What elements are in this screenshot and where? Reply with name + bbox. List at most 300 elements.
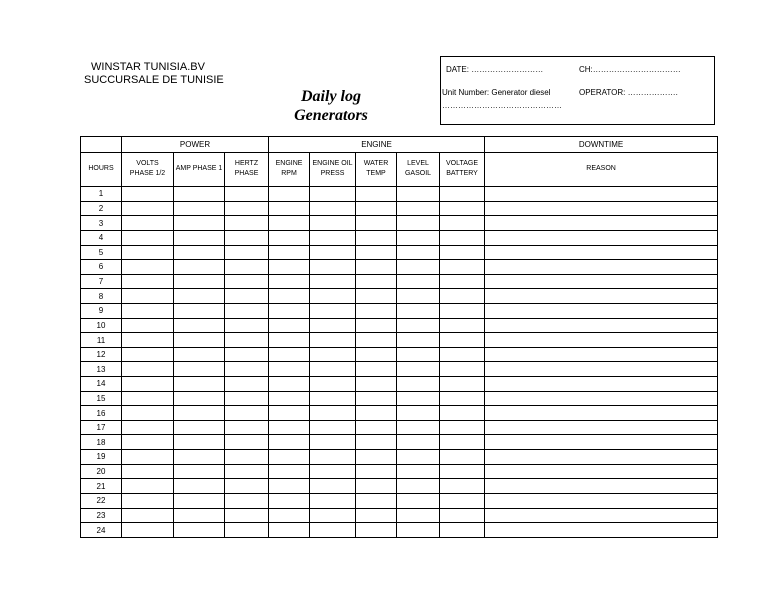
- voltage-battery-cell[interactable]: [440, 464, 485, 479]
- water-temp-cell[interactable]: [356, 260, 397, 275]
- level-gasoil-cell[interactable]: [397, 420, 440, 435]
- ch-field: CH:……………………………: [579, 65, 681, 74]
- hertz-cell[interactable]: [225, 304, 269, 319]
- oil-press-cell[interactable]: [310, 304, 356, 319]
- water-temp-cell[interactable]: [356, 187, 397, 202]
- water-temp-cell[interactable]: [356, 391, 397, 406]
- col-voltage: [440, 152, 485, 186]
- level-gasoil-cell[interactable]: [397, 450, 440, 465]
- table-row: [81, 245, 718, 260]
- amp-cell[interactable]: [174, 435, 225, 450]
- level-gasoil-cell[interactable]: [397, 391, 440, 406]
- amp-cell[interactable]: [174, 347, 225, 362]
- water-temp-cell[interactable]: [356, 318, 397, 333]
- rpm-cell[interactable]: [269, 289, 310, 304]
- table-row: [81, 289, 718, 304]
- rpm-cell[interactable]: [269, 523, 310, 538]
- hour-cell: 18: [81, 435, 122, 450]
- hertz-cell[interactable]: [225, 187, 269, 202]
- voltage-battery-cell[interactable]: [440, 377, 485, 392]
- water-temp-cell[interactable]: [356, 274, 397, 289]
- volts-cell[interactable]: [122, 260, 174, 275]
- volts-cell[interactable]: [122, 201, 174, 216]
- hertz-cell[interactable]: [225, 493, 269, 508]
- col-voltage-line1: VOLTAGE: [446, 160, 479, 168]
- level-gasoil-cell[interactable]: [397, 230, 440, 245]
- hertz-cell[interactable]: [225, 523, 269, 538]
- voltage-battery-cell[interactable]: [440, 187, 485, 202]
- water-temp-cell[interactable]: [356, 377, 397, 392]
- level-gasoil-cell[interactable]: [397, 187, 440, 202]
- rpm-cell[interactable]: [269, 508, 310, 523]
- info-box: [440, 56, 715, 125]
- col-oil-line1: ENGINE OIL: [312, 160, 353, 168]
- reason-cell[interactable]: [485, 420, 718, 435]
- oil-press-cell[interactable]: [310, 362, 356, 377]
- rpm-cell[interactable]: [269, 304, 310, 319]
- hour-cell: 14: [81, 377, 122, 392]
- voltage-battery-cell[interactable]: [440, 216, 485, 231]
- hertz-cell[interactable]: [225, 450, 269, 465]
- oil-press-cell[interactable]: [310, 216, 356, 231]
- level-gasoil-cell[interactable]: [397, 333, 440, 348]
- volts-cell[interactable]: [122, 479, 174, 494]
- water-temp-cell[interactable]: [356, 464, 397, 479]
- water-temp-cell[interactable]: [356, 435, 397, 450]
- oil-press-cell[interactable]: [310, 523, 356, 538]
- oil-press-cell[interactable]: [310, 450, 356, 465]
- reason-cell[interactable]: [485, 245, 718, 260]
- table-row: [81, 304, 718, 319]
- reason-cell[interactable]: [485, 406, 718, 421]
- oil-press-cell[interactable]: [310, 435, 356, 450]
- unit-number-dots: ………………………………………: [442, 101, 562, 110]
- rpm-cell[interactable]: [269, 377, 310, 392]
- voltage-battery-cell[interactable]: [440, 406, 485, 421]
- level-gasoil-cell[interactable]: [397, 304, 440, 319]
- volts-cell[interactable]: [122, 289, 174, 304]
- voltage-battery-cell[interactable]: [440, 230, 485, 245]
- oil-press-cell[interactable]: [310, 187, 356, 202]
- water-temp-cell[interactable]: [356, 406, 397, 421]
- volts-cell[interactable]: [122, 523, 174, 538]
- amp-cell[interactable]: [174, 479, 225, 494]
- volts-cell[interactable]: [122, 508, 174, 523]
- col-water: [356, 152, 397, 186]
- col-hours: HOURS: [81, 152, 122, 186]
- amp-cell[interactable]: [174, 274, 225, 289]
- log-table: [80, 136, 718, 538]
- amp-cell[interactable]: [174, 523, 225, 538]
- volts-cell[interactable]: [122, 318, 174, 333]
- table-row: [81, 479, 718, 494]
- hour-cell: 9: [81, 304, 122, 319]
- table-row: [81, 230, 718, 245]
- volts-cell[interactable]: [122, 347, 174, 362]
- rpm-cell[interactable]: [269, 464, 310, 479]
- hour-cell: 4: [81, 230, 122, 245]
- reason-cell[interactable]: [485, 289, 718, 304]
- oil-press-cell[interactable]: [310, 260, 356, 275]
- rpm-cell[interactable]: [269, 479, 310, 494]
- table-row: [81, 201, 718, 216]
- reason-cell[interactable]: [485, 493, 718, 508]
- volts-cell[interactable]: [122, 362, 174, 377]
- table-row: [81, 435, 718, 450]
- reason-cell[interactable]: [485, 347, 718, 362]
- water-temp-cell[interactable]: [356, 420, 397, 435]
- hour-cell: 3: [81, 216, 122, 231]
- reason-cell[interactable]: [485, 201, 718, 216]
- volts-cell[interactable]: [122, 187, 174, 202]
- rpm-cell[interactable]: [269, 187, 310, 202]
- reason-cell[interactable]: [485, 450, 718, 465]
- hour-cell: 2: [81, 201, 122, 216]
- reason-cell[interactable]: [485, 508, 718, 523]
- col-oil: [310, 152, 356, 186]
- level-gasoil-cell[interactable]: [397, 362, 440, 377]
- col-amp: AMP PHASE 1: [174, 152, 225, 186]
- voltage-battery-cell[interactable]: [440, 493, 485, 508]
- amp-cell[interactable]: [174, 391, 225, 406]
- company-name: WINSTAR TUNISIA.BV: [91, 61, 205, 73]
- voltage-battery-cell[interactable]: [440, 260, 485, 275]
- hertz-cell[interactable]: [225, 333, 269, 348]
- rpm-cell[interactable]: [269, 201, 310, 216]
- table-row: [81, 333, 718, 348]
- rpm-cell[interactable]: [269, 391, 310, 406]
- hour-cell: 5: [81, 245, 122, 260]
- voltage-battery-cell[interactable]: [440, 201, 485, 216]
- col-volts-line1: VOLTS: [136, 160, 159, 168]
- amp-cell[interactable]: [174, 289, 225, 304]
- oil-press-cell[interactable]: [310, 420, 356, 435]
- col-level-line2: GASOIL: [404, 170, 432, 178]
- col-hertz-line2: PHASE: [234, 170, 259, 178]
- level-gasoil-cell[interactable]: [397, 406, 440, 421]
- water-temp-cell[interactable]: [356, 508, 397, 523]
- rpm-cell[interactable]: [269, 245, 310, 260]
- amp-cell[interactable]: [174, 362, 225, 377]
- hertz-cell[interactable]: [225, 347, 269, 362]
- level-gasoil-cell[interactable]: [397, 318, 440, 333]
- reason-cell[interactable]: [485, 479, 718, 494]
- volts-cell[interactable]: [122, 493, 174, 508]
- water-temp-cell[interactable]: [356, 289, 397, 304]
- col-rpm-line2: RPM: [281, 170, 297, 178]
- group-header-row: [81, 137, 718, 153]
- hertz-cell[interactable]: [225, 464, 269, 479]
- hertz-cell[interactable]: [225, 406, 269, 421]
- col-level-line1: LEVEL: [407, 160, 429, 168]
- level-gasoil-cell[interactable]: [397, 464, 440, 479]
- amp-cell[interactable]: [174, 245, 225, 260]
- hour-cell: 7: [81, 274, 122, 289]
- hour-cell: 23: [81, 508, 122, 523]
- hertz-cell[interactable]: [225, 260, 269, 275]
- col-rpm: [269, 152, 310, 186]
- amp-cell[interactable]: [174, 216, 225, 231]
- rpm-cell[interactable]: [269, 216, 310, 231]
- hour-cell: 21: [81, 479, 122, 494]
- hour-cell: 1: [81, 187, 122, 202]
- table-row: [81, 362, 718, 377]
- group-power: POWER: [122, 137, 269, 153]
- voltage-battery-cell[interactable]: [440, 508, 485, 523]
- hertz-cell[interactable]: [225, 362, 269, 377]
- amp-cell[interactable]: [174, 450, 225, 465]
- oil-press-cell[interactable]: [310, 347, 356, 362]
- amp-cell[interactable]: [174, 260, 225, 275]
- amp-cell[interactable]: [174, 377, 225, 392]
- level-gasoil-cell[interactable]: [397, 435, 440, 450]
- col-water-line1: WATER: [363, 160, 389, 168]
- unit-number-field: Unit Number: Generator diesel: [442, 88, 551, 97]
- volts-cell[interactable]: [122, 406, 174, 421]
- hertz-cell[interactable]: [225, 420, 269, 435]
- table-row: [81, 347, 718, 362]
- voltage-battery-cell[interactable]: [440, 479, 485, 494]
- water-temp-cell[interactable]: [356, 333, 397, 348]
- volts-cell[interactable]: [122, 464, 174, 479]
- level-gasoil-cell[interactable]: [397, 245, 440, 260]
- table-row: [81, 391, 718, 406]
- hour-cell: 19: [81, 450, 122, 465]
- volts-cell[interactable]: [122, 230, 174, 245]
- amp-cell[interactable]: [174, 187, 225, 202]
- col-hertz: [225, 152, 269, 186]
- volts-cell[interactable]: [122, 377, 174, 392]
- volts-cell[interactable]: [122, 435, 174, 450]
- water-temp-cell[interactable]: [356, 201, 397, 216]
- title-line-2: Generators: [294, 107, 368, 124]
- reason-cell[interactable]: [485, 318, 718, 333]
- col-hertz-line1: HERTZ: [234, 160, 259, 168]
- oil-press-cell[interactable]: [310, 464, 356, 479]
- water-temp-cell[interactable]: [356, 523, 397, 538]
- voltage-battery-cell[interactable]: [440, 435, 485, 450]
- level-gasoil-cell[interactable]: [397, 493, 440, 508]
- table-row: [81, 406, 718, 421]
- voltage-battery-cell[interactable]: [440, 420, 485, 435]
- voltage-battery-cell[interactable]: [440, 523, 485, 538]
- rpm-cell[interactable]: [269, 420, 310, 435]
- hour-cell: 16: [81, 406, 122, 421]
- hour-cell: 13: [81, 362, 122, 377]
- reason-cell[interactable]: [485, 216, 718, 231]
- table-row: [81, 508, 718, 523]
- amp-cell[interactable]: [174, 406, 225, 421]
- hour-cell: 15: [81, 391, 122, 406]
- hertz-cell[interactable]: [225, 216, 269, 231]
- company-header: [84, 61, 224, 87]
- rpm-cell[interactable]: [269, 260, 310, 275]
- oil-press-cell[interactable]: [310, 274, 356, 289]
- hertz-cell[interactable]: [225, 435, 269, 450]
- hertz-cell[interactable]: [225, 230, 269, 245]
- level-gasoil-cell[interactable]: [397, 274, 440, 289]
- reason-cell[interactable]: [485, 523, 718, 538]
- voltage-battery-cell[interactable]: [440, 362, 485, 377]
- oil-press-cell[interactable]: [310, 508, 356, 523]
- volts-cell[interactable]: [122, 333, 174, 348]
- amp-cell[interactable]: [174, 508, 225, 523]
- hour-cell: 6: [81, 260, 122, 275]
- volts-cell[interactable]: [122, 274, 174, 289]
- table-row: [81, 464, 718, 479]
- hour-cell: 22: [81, 493, 122, 508]
- table-row: [81, 523, 718, 538]
- rpm-cell[interactable]: [269, 435, 310, 450]
- amp-cell[interactable]: [174, 493, 225, 508]
- reason-cell[interactable]: [485, 333, 718, 348]
- oil-press-cell[interactable]: [310, 318, 356, 333]
- hertz-cell[interactable]: [225, 479, 269, 494]
- col-reason: REASON: [485, 152, 718, 186]
- col-volts: [122, 152, 174, 186]
- oil-press-cell[interactable]: [310, 333, 356, 348]
- hertz-cell[interactable]: [225, 274, 269, 289]
- hertz-cell[interactable]: [225, 245, 269, 260]
- volts-cell[interactable]: [122, 216, 174, 231]
- hour-cell: 17: [81, 420, 122, 435]
- voltage-battery-cell[interactable]: [440, 391, 485, 406]
- oil-press-cell[interactable]: [310, 230, 356, 245]
- log-body: [81, 187, 718, 538]
- table-row: [81, 274, 718, 289]
- rpm-cell[interactable]: [269, 450, 310, 465]
- water-temp-cell[interactable]: [356, 245, 397, 260]
- volts-cell[interactable]: [122, 450, 174, 465]
- oil-press-cell[interactable]: [310, 289, 356, 304]
- company-branch: SUCCURSALE DE TUNISIE: [84, 74, 224, 86]
- reason-cell[interactable]: [485, 464, 718, 479]
- amp-cell[interactable]: [174, 304, 225, 319]
- rpm-cell[interactable]: [269, 274, 310, 289]
- level-gasoil-cell[interactable]: [397, 216, 440, 231]
- amp-cell[interactable]: [174, 201, 225, 216]
- water-temp-cell[interactable]: [356, 450, 397, 465]
- group-engine: ENGINE: [269, 137, 485, 153]
- level-gasoil-cell[interactable]: [397, 347, 440, 362]
- rpm-cell[interactable]: [269, 347, 310, 362]
- table-row: [81, 318, 718, 333]
- level-gasoil-cell[interactable]: [397, 523, 440, 538]
- rpm-cell[interactable]: [269, 362, 310, 377]
- hour-cell: 20: [81, 464, 122, 479]
- reason-cell[interactable]: [485, 187, 718, 202]
- title-line-1: Daily log: [301, 88, 361, 105]
- volts-cell[interactable]: [122, 304, 174, 319]
- hertz-cell[interactable]: [225, 391, 269, 406]
- amp-cell[interactable]: [174, 230, 225, 245]
- hour-cell: 24: [81, 523, 122, 538]
- amp-cell[interactable]: [174, 420, 225, 435]
- voltage-battery-cell[interactable]: [440, 347, 485, 362]
- hour-cell: 12: [81, 347, 122, 362]
- table-row: [81, 450, 718, 465]
- date-field: DATE: ………………………: [446, 65, 544, 74]
- water-temp-cell[interactable]: [356, 493, 397, 508]
- column-header-row: [81, 152, 718, 186]
- level-gasoil-cell[interactable]: [397, 377, 440, 392]
- hour-cell: 8: [81, 289, 122, 304]
- voltage-battery-cell[interactable]: [440, 450, 485, 465]
- voltage-battery-cell[interactable]: [440, 289, 485, 304]
- table-row: [81, 187, 718, 202]
- reason-cell[interactable]: [485, 435, 718, 450]
- hertz-cell[interactable]: [225, 318, 269, 333]
- col-rpm-line1: ENGINE: [275, 160, 303, 168]
- rpm-cell[interactable]: [269, 406, 310, 421]
- volts-cell[interactable]: [122, 391, 174, 406]
- reason-cell[interactable]: [485, 230, 718, 245]
- reason-cell[interactable]: [485, 391, 718, 406]
- page-title: [272, 87, 390, 125]
- reason-cell[interactable]: [485, 377, 718, 392]
- reason-cell[interactable]: [485, 274, 718, 289]
- rpm-cell[interactable]: [269, 333, 310, 348]
- rpm-cell[interactable]: [269, 318, 310, 333]
- reason-cell[interactable]: [485, 362, 718, 377]
- hertz-cell[interactable]: [225, 508, 269, 523]
- oil-press-cell[interactable]: [310, 201, 356, 216]
- level-gasoil-cell[interactable]: [397, 508, 440, 523]
- rpm-cell[interactable]: [269, 493, 310, 508]
- water-temp-cell[interactable]: [356, 362, 397, 377]
- col-voltage-line2: BATTERY: [446, 170, 478, 178]
- volts-cell[interactable]: [122, 420, 174, 435]
- level-gasoil-cell[interactable]: [397, 260, 440, 275]
- water-temp-cell[interactable]: [356, 230, 397, 245]
- voltage-battery-cell[interactable]: [440, 304, 485, 319]
- reason-cell[interactable]: [485, 260, 718, 275]
- hertz-cell[interactable]: [225, 377, 269, 392]
- amp-cell[interactable]: [174, 318, 225, 333]
- level-gasoil-cell[interactable]: [397, 201, 440, 216]
- level-gasoil-cell[interactable]: [397, 289, 440, 304]
- hertz-cell[interactable]: [225, 201, 269, 216]
- oil-press-cell[interactable]: [310, 377, 356, 392]
- voltage-battery-cell[interactable]: [440, 245, 485, 260]
- water-temp-cell[interactable]: [356, 479, 397, 494]
- oil-press-cell[interactable]: [310, 245, 356, 260]
- voltage-battery-cell[interactable]: [440, 318, 485, 333]
- amp-cell[interactable]: [174, 333, 225, 348]
- reason-cell[interactable]: [485, 304, 718, 319]
- voltage-battery-cell[interactable]: [440, 274, 485, 289]
- group-blank: [81, 137, 122, 153]
- water-temp-cell[interactable]: [356, 304, 397, 319]
- water-temp-cell[interactable]: [356, 347, 397, 362]
- oil-press-cell[interactable]: [310, 493, 356, 508]
- oil-press-cell[interactable]: [310, 391, 356, 406]
- level-gasoil-cell[interactable]: [397, 479, 440, 494]
- volts-cell[interactable]: [122, 245, 174, 260]
- col-water-line2: TEMP: [366, 170, 386, 178]
- group-downtime: DOWNTIME: [485, 137, 718, 153]
- rpm-cell[interactable]: [269, 230, 310, 245]
- water-temp-cell[interactable]: [356, 216, 397, 231]
- col-oil-line2: PRESS: [320, 170, 345, 178]
- voltage-battery-cell[interactable]: [440, 333, 485, 348]
- col-volts-line2: PHASE 1/2: [129, 170, 166, 178]
- amp-cell[interactable]: [174, 464, 225, 479]
- operator-field: OPERATOR: ……………….: [579, 88, 678, 97]
- oil-press-cell[interactable]: [310, 406, 356, 421]
- oil-press-cell[interactable]: [310, 479, 356, 494]
- hertz-cell[interactable]: [225, 289, 269, 304]
